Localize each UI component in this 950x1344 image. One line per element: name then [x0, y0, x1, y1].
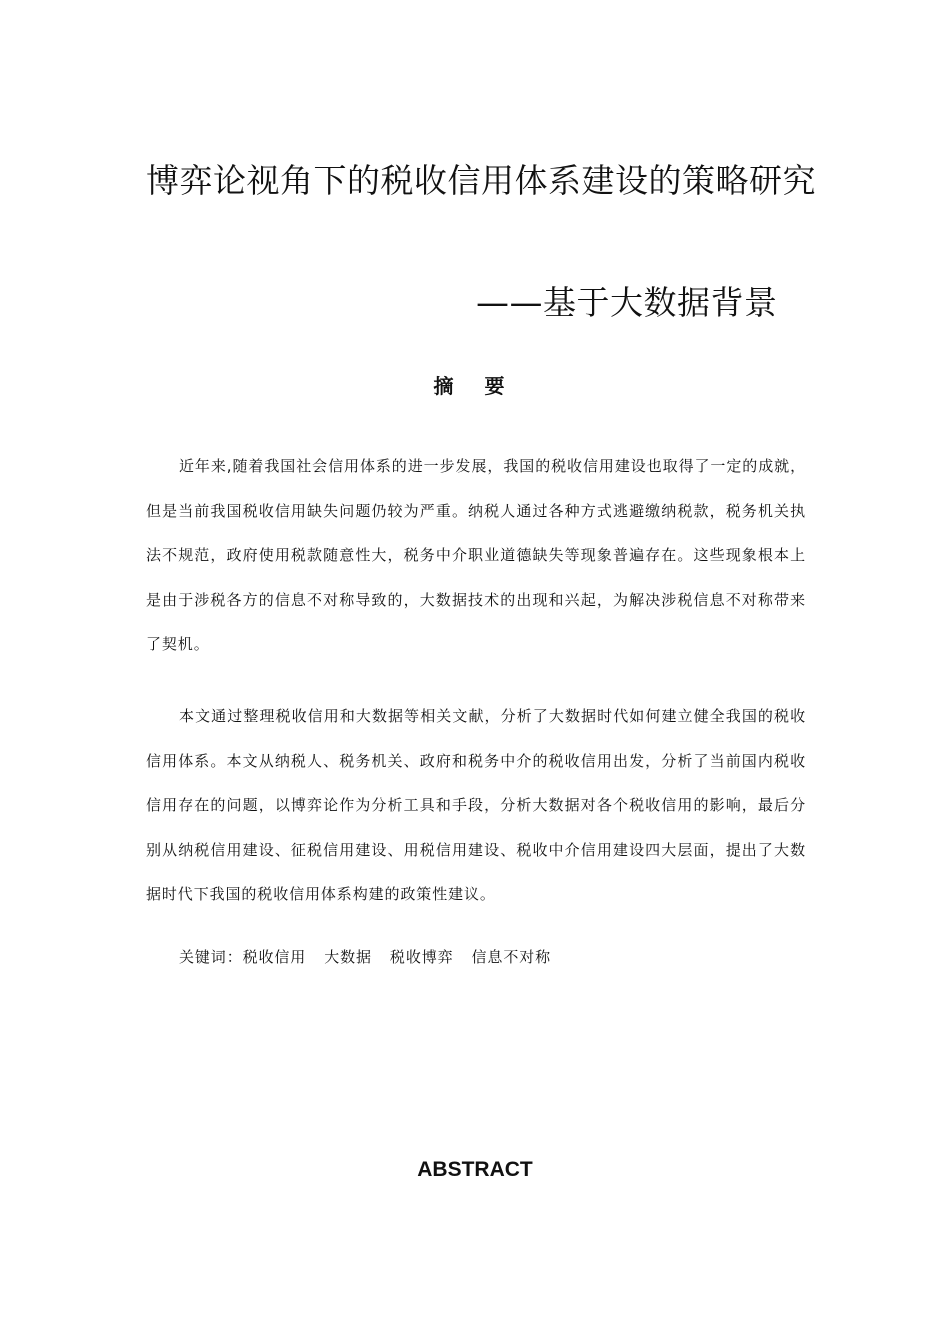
- paper-subtitle: ——基于大数据背景: [476, 283, 778, 322]
- abstract-en-heading: ABSTRACT: [417, 1158, 533, 1181]
- paper-title: 博弈论视角下的税收信用体系建设的策略研究: [146, 161, 816, 200]
- abstract-paragraph-1: 近年来,随着我国社会信用体系的进一步发展，我国的税收信用建设也取得了一定的成就，但是当前我国税收信用缺失问题仍较为严重。纳税人通过各种方式逃避缴纳税款，税务机关执法不规范，政府使用税款随意性大，税务中介职业道德缺失等现象普遍存在。这些现象根本上是由于涉税各方的信息不对称导致的，大数据技术的出现和兴起，为解决涉税信息不对称带来了契机。: [146, 457, 806, 653]
- keyword-item: 信息不对称: [471, 948, 552, 966]
- keyword-item: 税收博弈: [389, 948, 454, 966]
- keyword-item: 大数据: [324, 948, 372, 966]
- abstract-heading: 摘 要: [433, 374, 517, 398]
- abstract-paragraph-2: 本文通过整理税收信用和大数据等相关文献，分析了大数据时代如何建立健全我国的税收信用体系。本文从纳税人、税务机关、政府和税务中介的税收信用出发，分析了当前国内税收信用存在的问题，以博弈论作为分析工具和手段，分析大数据对各个税收信用的影响，最后分别从纳税信用建设、征税信用建设、用税信用建设、税收中介信用建设四大层面，提出了大数据时代下我国的税收信用体系构建的政策性建议。: [146, 707, 806, 903]
- keywords-label: 关键词：: [179, 948, 243, 966]
- keyword-item: 税收信用: [242, 948, 307, 966]
- keywords-line: [179, 945, 569, 969]
